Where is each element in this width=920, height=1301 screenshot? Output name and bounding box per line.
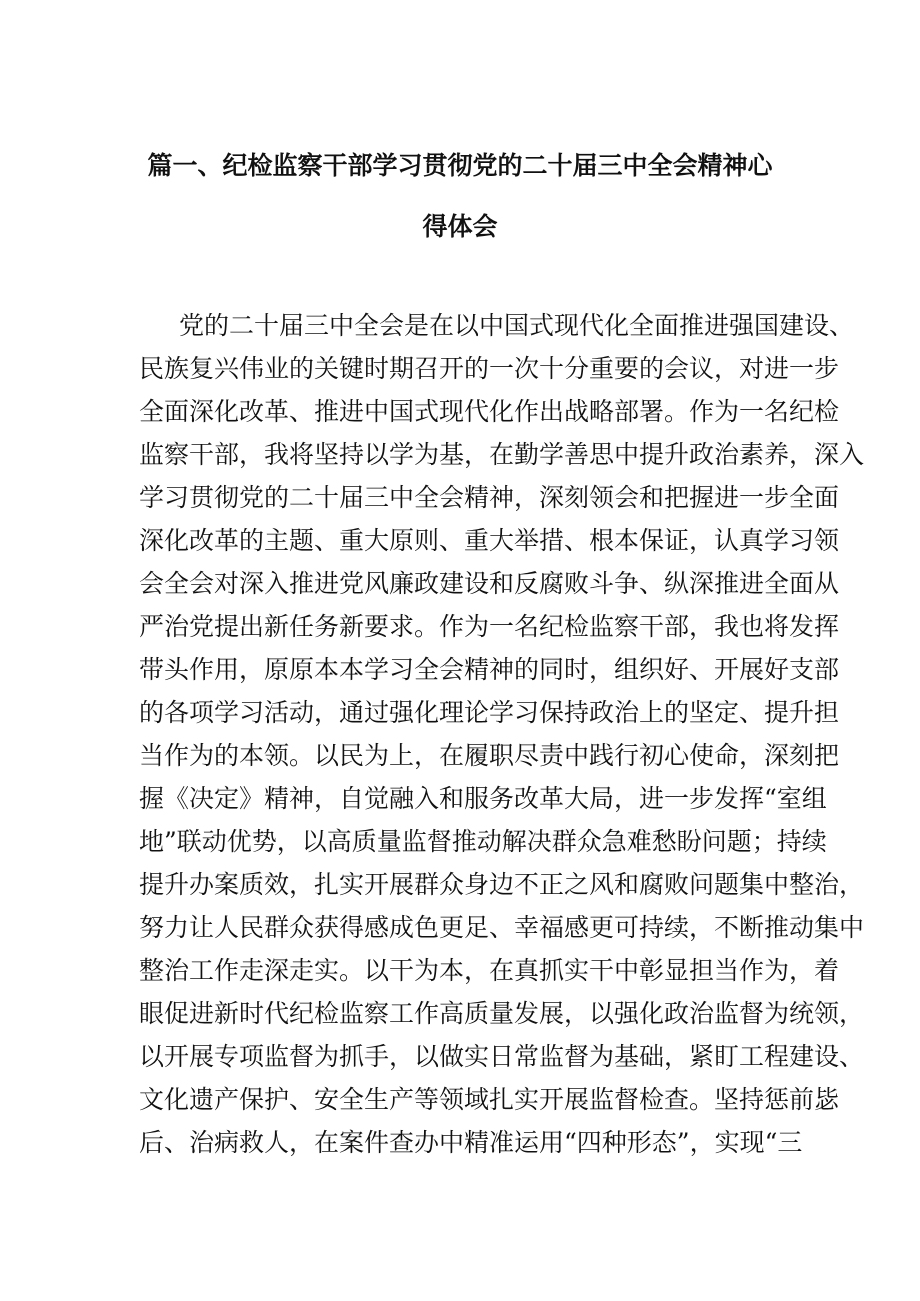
- paragraph-line: 带头作用，原原本本学习全会精神的同时，组织好、开展好支部: [139, 655, 840, 684]
- paragraph-line: 提升办案质效，扎实开展群众身边不正之风和腐败问题集中整治，: [139, 870, 865, 899]
- paragraph-line: 后、治病救人，在案件查办中精准运用“四种形态”，实现“三: [139, 1128, 803, 1157]
- paragraph-line: 眼促进新时代纪检监察工作高质量发展，以强化政治监督为统领，: [139, 999, 865, 1028]
- paragraph-line: 全面深化改革、推进中国式现代化作出战略部署。作为一名纪检: [139, 397, 840, 426]
- paragraph-line: 以开展专项监督为抓手，以做实日常监督为基础，紧盯工程建设、: [139, 1042, 865, 1071]
- paragraph-line: 党的二十届三中全会是在以中国式现代化全面推进强国建设、: [179, 311, 855, 340]
- paragraph-line: 学习贯彻党的二十届三中全会精神，深刻领会和把握进一步全面: [139, 483, 840, 512]
- document-title-line-1: 篇一、纪检监察干部学习贯彻党的二十届三中全会精神心: [147, 151, 773, 180]
- paragraph-line: 会全会对深入推进党风廉政建设和反腐败斗争、纵深推进全面从: [139, 569, 840, 598]
- paragraph-line: 民族复兴伟业的关键时期召开的一次十分重要的会议，对进一步: [139, 354, 840, 383]
- document-title-line-2: 得体会: [422, 212, 498, 241]
- paragraph-line: 整治工作走深走实。以干为本，在真抓实干中彰显担当作为，着: [139, 956, 840, 985]
- paragraph-line: 监察干部，我将坚持以学为基，在勤学善思中提升政治素养，深入: [139, 440, 865, 469]
- paragraph-line: 地”联动优势，以高质量监督推动解决群众急难愁盼问题；持续: [139, 827, 827, 856]
- paragraph-line: 握《决定》精神，自觉融入和服务改革大局，进一步发挥“室组: [139, 784, 827, 813]
- paragraph-line: 努力让人民群众获得感成色更足、幸福感更可持续，不断推动集中: [139, 913, 865, 942]
- paragraph-line: 深化改革的主题、重大原则、重大举措、根本保证，认真学习领: [139, 526, 840, 555]
- paragraph-line: 文化遗产保护、安全生产等领域扎实开展监督检查。坚持惩前毖: [139, 1085, 840, 1114]
- paragraph-line: 的各项学习活动，通过强化理论学习保持政治上的坚定、提升担: [139, 698, 840, 727]
- paragraph-line: 严治党提出新任务新要求。作为一名纪检监察干部，我也将发挥: [139, 612, 840, 641]
- paragraph-line: 当作为的本领。以民为上，在履职尽责中践行初心使命，深刻把: [139, 741, 840, 770]
